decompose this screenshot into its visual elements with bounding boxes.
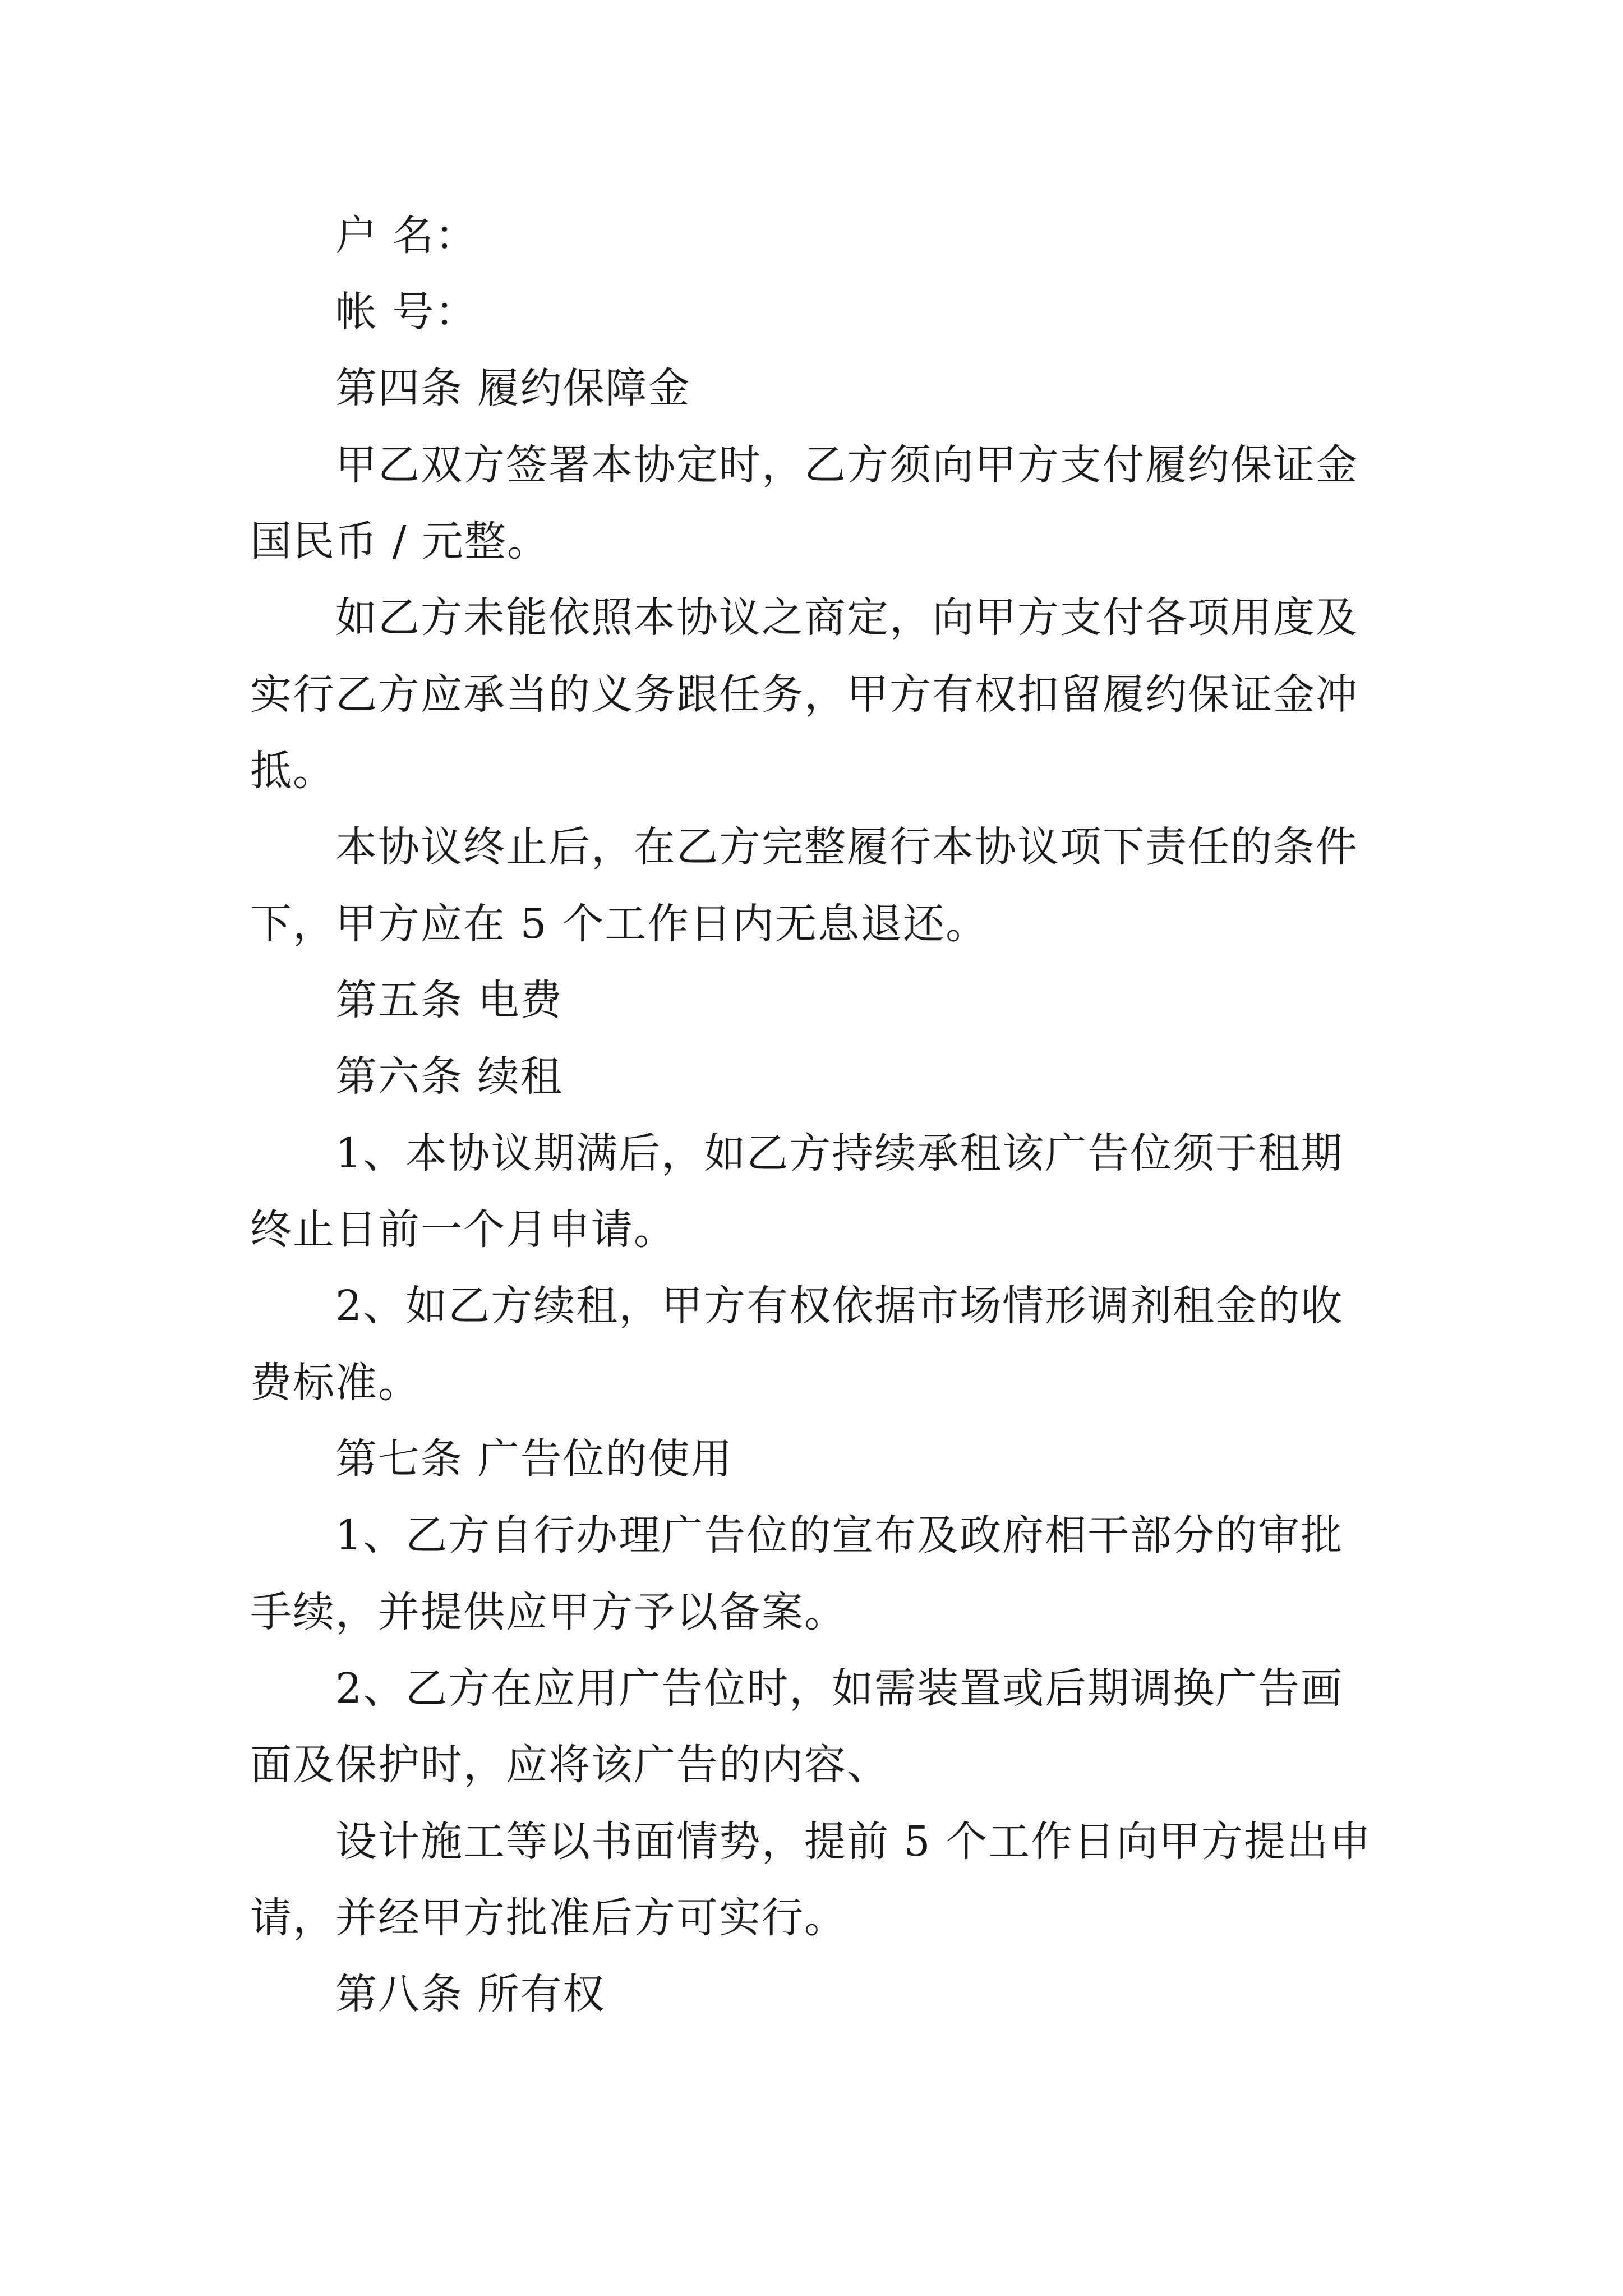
paragraph-line: 实行乙方应承当的义务跟任务，甲方有权扣留履约保证金冲 <box>250 670 1358 719</box>
paragraph-line: 1、本协议期满后，如乙方持续承租该广告位须于租期 <box>335 1129 1344 1177</box>
paragraph-line: 终止日前一个月申请。 <box>250 1205 676 1254</box>
paragraph-line: 国民币 / 元整。 <box>250 517 550 565</box>
article-5-heading: 第五条 电费 <box>335 976 563 1024</box>
article-7-heading: 第七条 广告位的使用 <box>335 1435 734 1483</box>
paragraph-line: 1、乙方自行办理广告位的宣布及政府相干部分的审批 <box>335 1511 1344 1559</box>
paragraph-line: 本协议终止后，在乙方完整履行本协议项下责任的条件 <box>335 823 1358 871</box>
paragraph-line: 2、如乙方续租，甲方有权依据市场情形调剂租金的收 <box>335 1282 1344 1330</box>
paragraph-line: 费标准。 <box>250 1359 421 1407</box>
paragraph-line: 甲乙双方签署本协定时，乙方须向甲方支付履约保证金 <box>335 441 1358 489</box>
paragraph-line: 下，甲方应在 5 个工作日内无息退还。 <box>250 900 989 948</box>
paragraph-line: 请，并经甲方批准后方可实行。 <box>250 1894 847 1942</box>
paragraph-line: 手续，并提供应甲方予以备案。 <box>250 1588 847 1636</box>
account-name-label: 户 名： <box>335 211 478 260</box>
account-number-label: 帐 号： <box>335 288 478 336</box>
paragraph-line: 2、乙方在应用广告位时，如需装置或后期调换广告画 <box>335 1664 1344 1713</box>
article-4-heading: 第四条 履约保障金 <box>335 364 691 412</box>
paragraph-line: 如乙方未能依照本协议之商定，向甲方支付各项用度及 <box>335 593 1358 642</box>
paragraph-line: 设计施工等以书面情势，提前 5 个工作日向甲方提出申 <box>335 1818 1372 1866</box>
paragraph-line: 面及保护时，应将该广告的内容、 <box>250 1741 889 1789</box>
article-8-heading: 第八条 所有权 <box>335 1970 606 2018</box>
article-6-heading: 第六条 续租 <box>335 1052 563 1101</box>
paragraph-line: 抵。 <box>250 747 335 795</box>
